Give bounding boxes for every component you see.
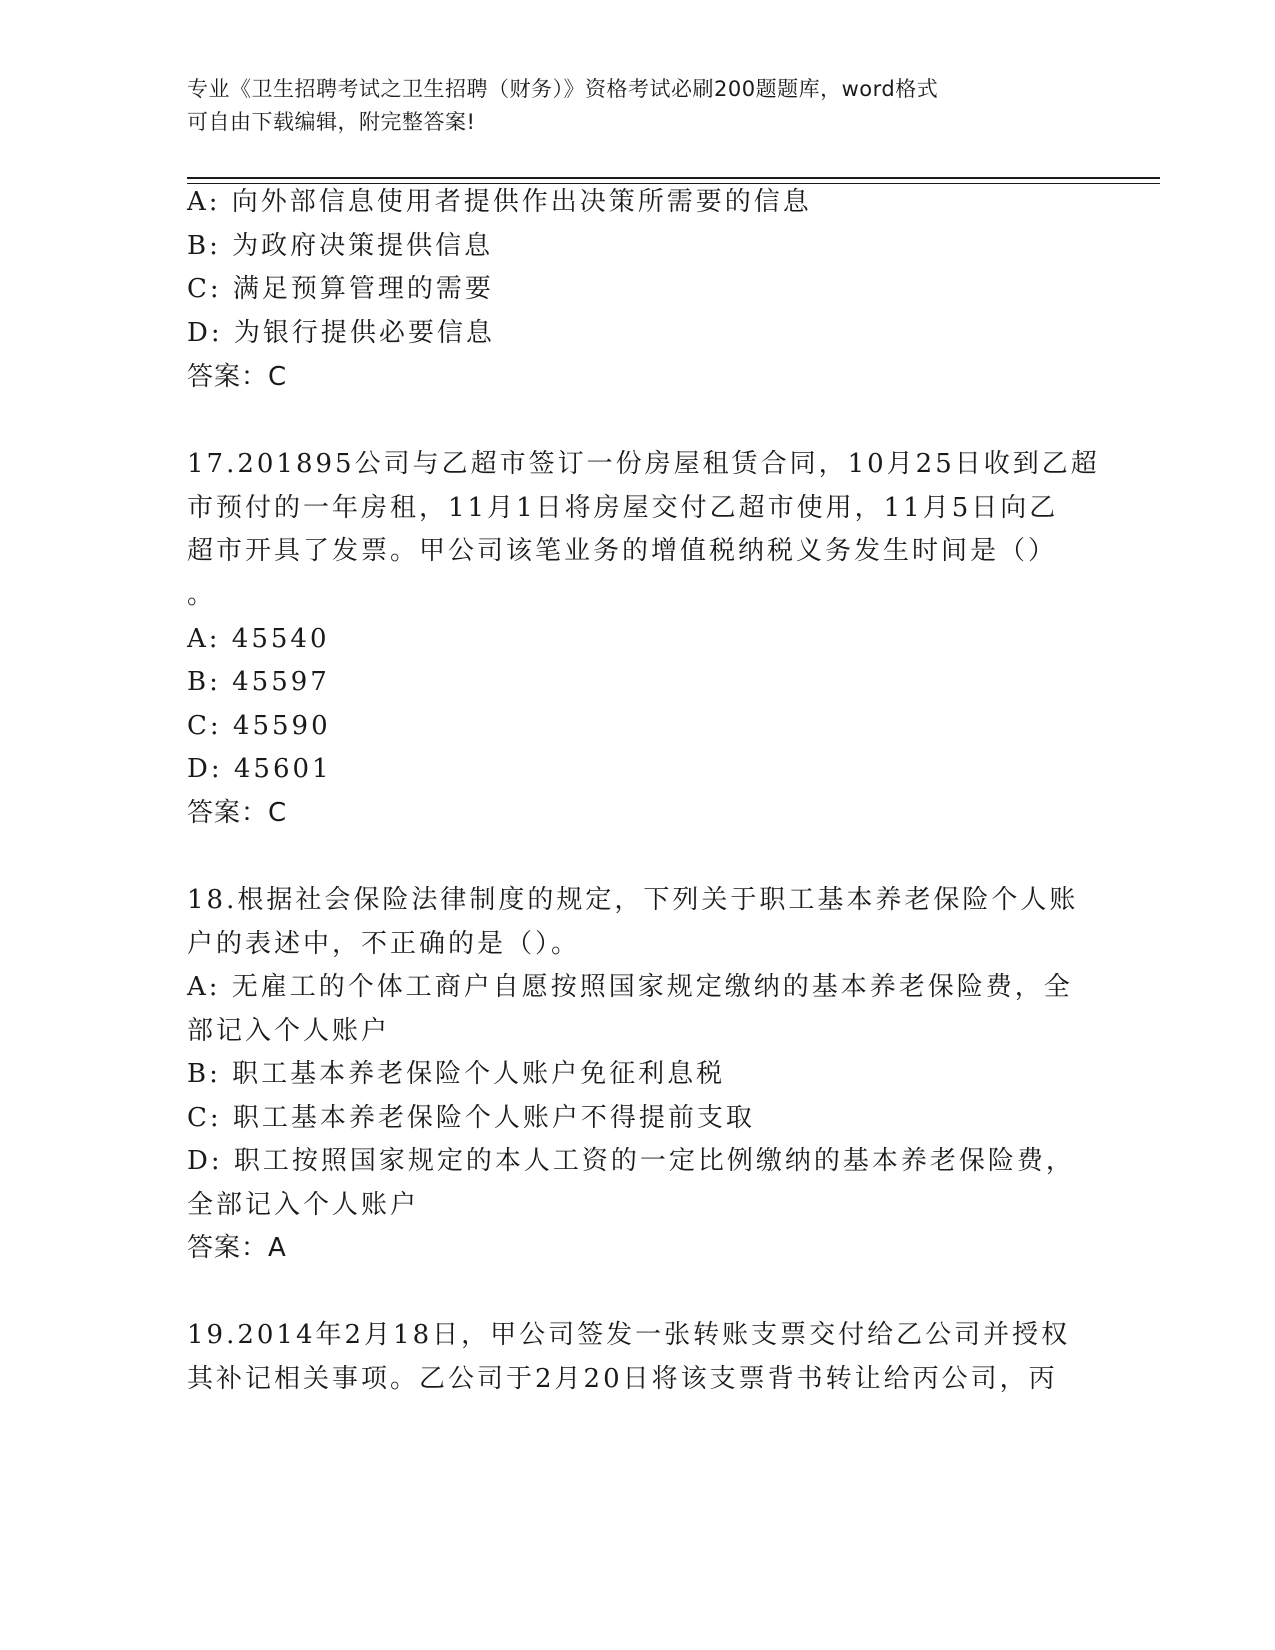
q16-answer: 答案：C bbox=[187, 362, 288, 392]
q17-option-d: D: 45601 bbox=[187, 754, 332, 784]
q16-option-b: B: 为政府决策提供信息 bbox=[187, 231, 494, 261]
q18-option-d-line-1: D: 职工按照国家规定的本人工资的一定比例缴纳的基本养老保险费， bbox=[187, 1146, 1075, 1176]
q18-option-a-line-1: A: 无雇工的个体工商户自愿按照国家规定缴纳的基本养老保险费，全 bbox=[187, 972, 1073, 1002]
q16-option-d: D: 为银行提供必要信息 bbox=[187, 318, 495, 348]
q19-stem-line-2: 其补记相关事项。乙公司于2月20日将该支票背书转让给丙公司，丙 bbox=[187, 1364, 1058, 1394]
document-header bbox=[187, 73, 1087, 139]
q18-option-d-line-2: 全部记入个人账户 bbox=[187, 1190, 420, 1220]
q17-stem-line-4: 。 bbox=[187, 580, 217, 610]
q18-option-c: C: 职工基本养老保险个人账户不得提前支取 bbox=[187, 1103, 755, 1133]
q18-option-b: B: 职工基本养老保险个人账户免征利息税 bbox=[187, 1059, 726, 1089]
header-line-1: 专业《卫生招聘考试之卫生招聘（财务）》资格考试必刷200题题库，word格式 bbox=[187, 77, 939, 101]
q16-option-a: A: 向外部信息使用者提供作出决策所需要的信息 bbox=[187, 187, 812, 217]
header-rule-thick bbox=[187, 177, 1160, 179]
header-line-2: 可自由下载编辑，附完整答案! bbox=[187, 110, 476, 134]
q17-option-c: C: 45590 bbox=[187, 711, 331, 741]
q17-option-a: A: 45540 bbox=[187, 624, 330, 654]
q19-stem-line-1: 19.2014年2月18日，甲公司签发一张转账支票交付给乙公司并授权 bbox=[187, 1320, 1071, 1350]
q18-stem-line-1: 18.根据社会保险法律制度的规定，下列关于职工基本养老保险个人账 bbox=[187, 885, 1079, 915]
q16-option-c: C: 满足预算管理的需要 bbox=[187, 274, 494, 304]
q17-stem-line-1: 17.201895公司与乙超市签订一份房屋租赁合同，10月25日收到乙超 bbox=[187, 449, 1100, 479]
q18-answer: 答案：A bbox=[187, 1233, 287, 1263]
q17-option-b: B: 45597 bbox=[187, 667, 330, 697]
q18-option-a-line-2: 部记入个人账户 bbox=[187, 1016, 391, 1046]
q17-answer: 答案：C bbox=[187, 798, 288, 828]
q18-stem-line-2: 户的表述中，不正确的是（）。 bbox=[187, 929, 581, 959]
q17-stem-line-3: 超市开具了发票。甲公司该笔业务的增值税纳税义务发生时间是（） bbox=[187, 536, 1058, 566]
q17-stem-line-2: 市预付的一年房租，11月1日将房屋交付乙超市使用，11月5日向乙 bbox=[187, 493, 1059, 523]
